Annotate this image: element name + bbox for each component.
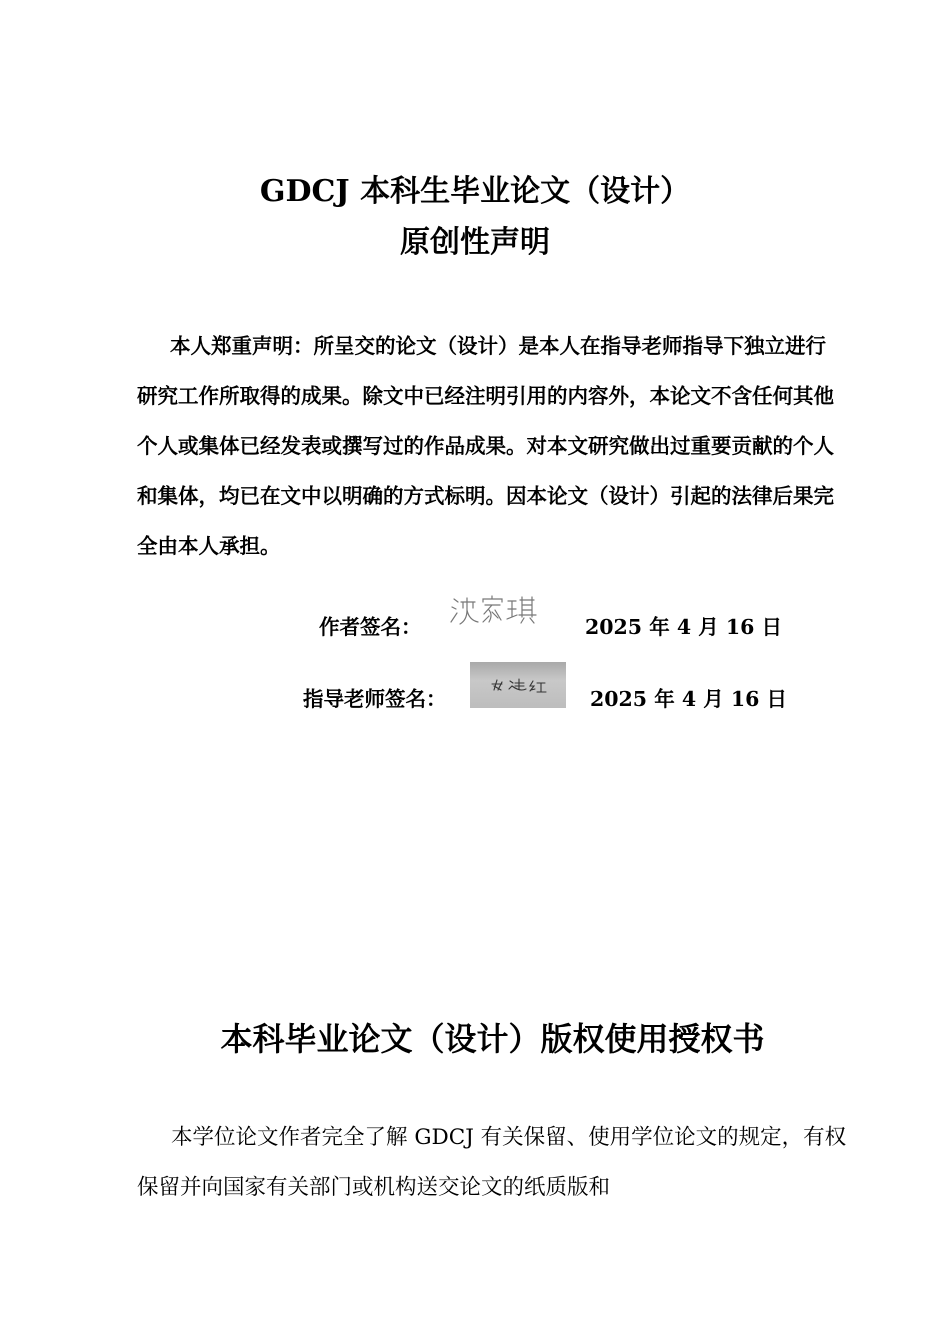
declaration-subtitle: 原创性声明 (400, 225, 550, 260)
declaration-title: GDCJ 本科生毕业论文（设计） (259, 174, 691, 209)
advisor-handwritten-signature (470, 662, 566, 708)
advisor-signature-date: 2025 年 4 月 16 日 (590, 687, 788, 711)
authorization-body: 本学位论文作者完全了解 GDCJ 有关保留、使用学位论文的规定，有权保留并向国家有关部门或机构送交论文的纸质版和 (137, 1125, 847, 1200)
declaration-body: 本人郑重声明：所呈交的论文（设计）是本人在指导老师指导下独立进行研究工作所取得的成果。除文中已经注明引用的内容外，本论文不含任何其他个人或集体已经发表或撰写过的作品成果。对本文研究做出过重要贡献的个人和集体，均已在文中以明确的方式标明。因本论文（设计）引起的法律后果完全由本人承担。 (137, 334, 834, 558)
author-handwritten-signature (448, 590, 538, 630)
advisor-signature-label: 指导老师签名： (303, 687, 447, 711)
author-signature-date: 2025 年 4 月 16 日 (585, 615, 783, 639)
author-signature-label: 作者签名： (319, 615, 422, 639)
authorization-title: 本科毕业论文（设计）版权使用授权书 (220, 1020, 765, 1058)
advisor-signature-image (470, 662, 566, 708)
